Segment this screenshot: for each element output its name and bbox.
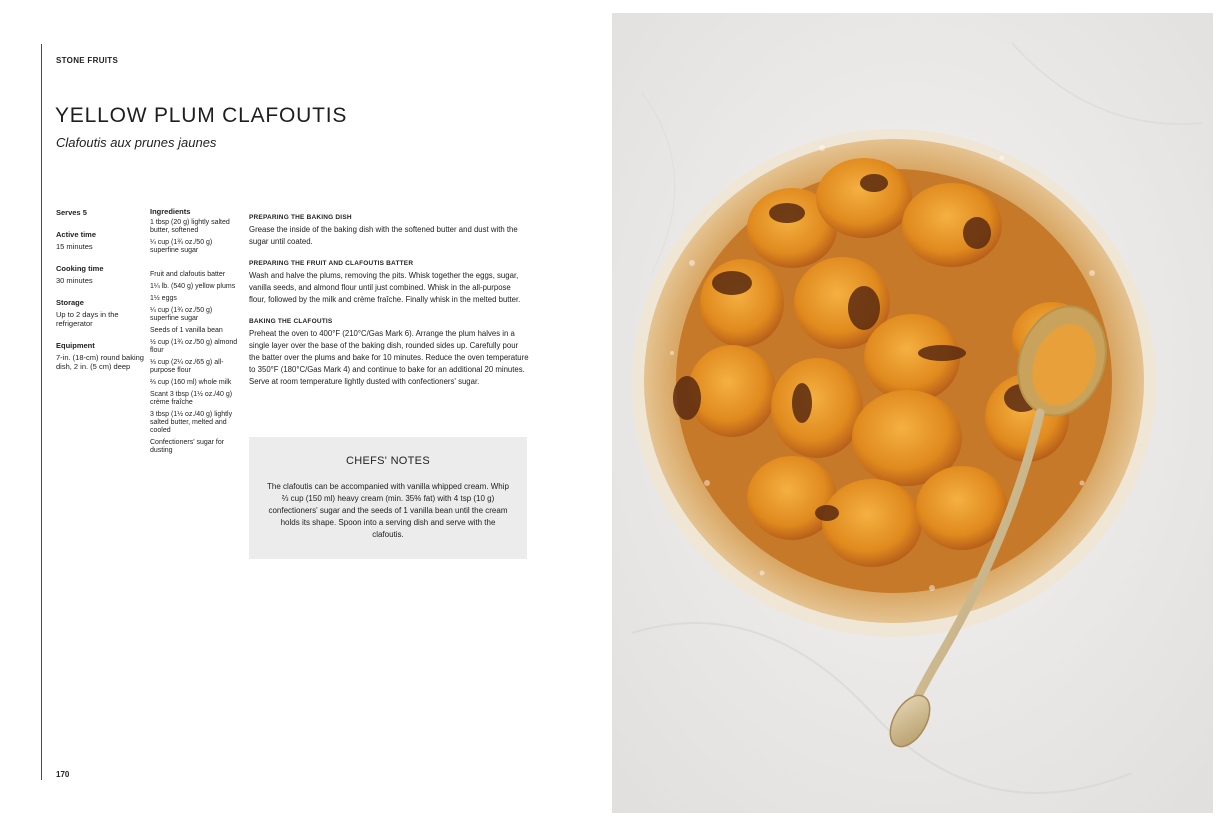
ingredient-item: ⅓ cup (2¼ oz./65 g) all-purpose flour [150,359,224,374]
meta-cooking-time [56,264,144,285]
method-heading: PREPARING THE FRUIT AND CLAFOUTIS BATTER [249,260,414,267]
meta-serves [56,208,144,217]
ingredient-item: Scant 3 tbsp (1½ oz./40 g) crème fraîche [150,391,233,406]
red-margin-rule [41,44,42,780]
ingredient-item: ½ cup (1¾ oz./50 g) almond flour [150,339,238,354]
meta-value: 15 minutes [56,242,93,251]
meta-label: Active time [56,230,97,239]
meta-label: Cooking time [56,264,104,273]
left-page [0,0,612,827]
method-heading: PREPARING THE BAKING DISH [249,214,352,221]
ingredients-subheading: Fruit and clafoutis batter [150,271,226,278]
meta-label: Equipment [56,341,95,350]
ingredient-item: ¼ cup (1¾ oz./50 g) superfine sugar [150,307,213,322]
method-text: Preheat the oven to 400°F (210°C/Gas Mark 6). Arrange the plum halves in a single layer over the base of the baking dish, rounded sides up. Carefully pour the batter over the plums and bake for 10 minutes. Reduce the oven temperature to 350°F (180°C/Gas Mark 4) and continue to bake for an additional 20 minutes. Serve at room temperature lightly dusted with confectioners' sugar. [249,329,529,386]
method-heading: BAKING THE CLAFOUTIS [249,318,333,325]
ingredient-item: 1 tbsp (20 g) lightly salted butter, softened [150,219,230,234]
method-steps [249,212,529,398]
meta-label: Storage [56,298,84,307]
ingredient-item: Confectioners' sugar for dusting [150,439,225,454]
recipe-subtitle: Clafoutis aux prunes jaunes [56,135,217,150]
method-text: Grease the inside of the baking dish with the softened butter and dust with the sugar until coated. [249,225,518,246]
ingredients-list [150,208,238,459]
chefs-notes-heading: CHEFS' NOTES [346,455,430,467]
ingredient-item: ¼ cup (1¾ oz./50 g) superfine sugar [150,239,213,254]
meta-label: Serves 5 [56,208,87,217]
meta-value: 7-in. (18-cm) round baking dish, 2 in. (5 cm) deep [56,353,144,371]
recipe-meta [56,208,144,384]
meta-value: Up to 2 days in the refrigerator [56,310,119,328]
meta-value: 30 minutes [56,276,93,285]
chefs-notes-box [249,437,527,559]
clafoutis-photo [612,13,1213,813]
meta-active-time [56,230,144,251]
ingredient-item: 3 tbsp (1½ oz./40 g) lightly salted butter, melted and cooled [150,411,233,434]
ingredient-item: 1½ eggs [150,295,177,302]
chefs-notes-text: The clafoutis can be accompanied with vanilla whipped cream. Whip ⅔ cup (150 ml) heavy cream (min. 35% fat) with 4 tsp (10 g) confectioners' sugar and the seeds of 1 vanilla bean until the cream holds its shape. Spoon into a serving dish and serve with the clafoutis. [267,482,509,539]
method-text: Wash and halve the plums, removing the pits. Whisk together the eggs, sugar, vanilla seeds, and almond flour until just combined. Whisk in the all-purpose flour, followed by the milk and crème fraîche. Finally whisk in the melted butter. [249,271,521,304]
ingredients-heading: Ingredients [150,207,191,216]
recipe-title: YELLOW PLUM CLAFOUTIS [55,104,348,127]
ingredient-item: 1¼ lb. (540 g) yellow plums [150,283,236,290]
ingredient-item: Seeds of 1 vanilla bean [150,327,223,334]
section-label: STONE FRUITS [56,56,119,65]
meta-storage [56,298,144,328]
page-number: 170 [56,770,70,779]
meta-equipment [56,341,144,371]
ingredient-item: ⅔ cup (160 ml) whole milk [150,379,232,386]
